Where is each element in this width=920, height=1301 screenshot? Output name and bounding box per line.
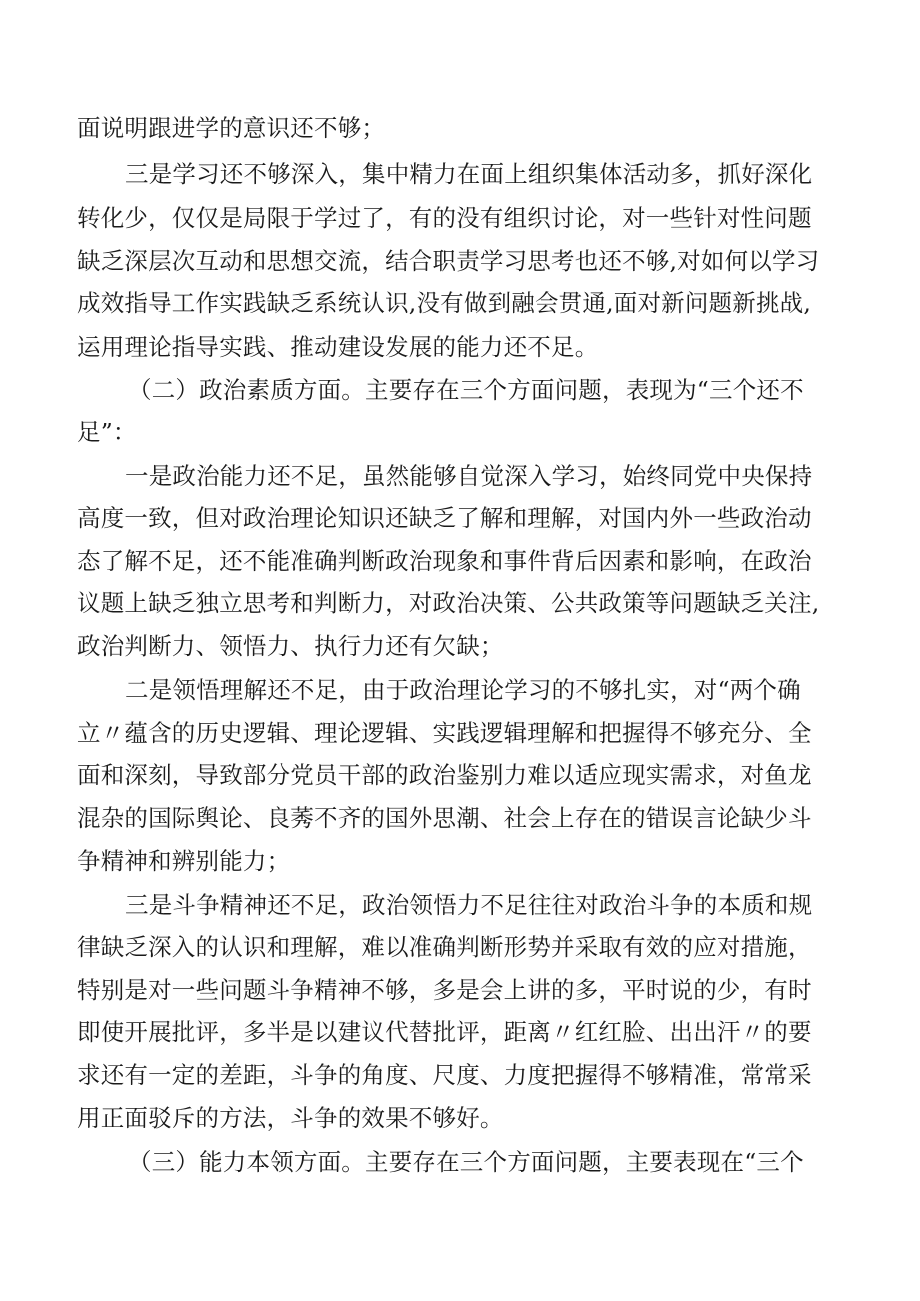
text-line: 二是领悟理解还不足，由于政治理论学习的不够扎实，对“两个确 (125, 676, 801, 704)
text-line: 律缺乏深入的认识和理解，难以准确判断形势并采取有效的应对措施， (77, 933, 812, 961)
text-line: 足”： (77, 418, 137, 446)
text-line: 政治判断力、领悟力、执行力还有欠缺； (77, 632, 504, 660)
text-line: 面和深刻，导致部分党员干部的政治鉴别力难以适应现实需求，对鱼龙 (77, 761, 812, 789)
section-heading: （二）政治素质方面。主要存在三个方面问题，表现为“三个还不 (128, 376, 804, 404)
text-line: 成效指导工作实践缺乏系统认识,没有做到融会贯通,面对新问题新挑战, (77, 289, 812, 317)
text-line: 态了解不足，还不能准确判断政治现象和事件背后因素和影响，在政治 (77, 547, 812, 575)
text-line: 用正面驳斥的方法，斗争的效果不够好。 (77, 1104, 504, 1132)
text-line: 求还有一定的差距，斗争的角度、尺度、力度把握得不够精准，常常采 (77, 1061, 812, 1089)
text-line: 高度一致，但对政治理论知识还缺乏了解和理解，对国内外一些政治动 (77, 504, 812, 532)
text-line: 三是学习还不够深入，集中精力在面上组织集体活动多，抓好深化 (125, 160, 813, 188)
text-line: 面说明跟进学的意识还不够； (77, 114, 386, 142)
text-line: 即使开展批评，多半是以建议代替批评，距离〃红红脸、出出汗〃的要 (77, 1018, 812, 1046)
text-line: 争精神和辨别能力； (77, 847, 291, 875)
text-line: 特别是对一些问题斗争精神不够，多是会上讲的多，平时说的少，有时 (77, 976, 812, 1004)
text-line: 立〃蕴含的历史逻辑、理论逻辑、实践逻辑理解和把握得不够充分、全 (77, 719, 812, 747)
text-line: 缺乏深层次互动和思想交流，结合职责学习思考也还不够,对如何以学习 (77, 247, 820, 275)
text-line: 运用理论指导实践、推动建设发展的能力还不足。 (77, 333, 599, 361)
text-line: 三是斗争精神还不足，政治领悟力不足往往对政治斗争的本质和规 (125, 891, 813, 919)
text-line: 一是政治能力还不足，虽然能够自觉深入学习，始终同党中央保持 (125, 462, 813, 490)
section-heading: （三）能力本领方面。主要存在三个方面问题，主要表现在“三个 (128, 1148, 804, 1176)
text-line: 混杂的国际舆论、良莠不齐的国外思潮、社会上存在的错误言论缺少斗 (77, 804, 812, 832)
text-line: 转化少，仅仅是局限于学过了，有的没有组织讨论，对一些针对性问题 (77, 204, 812, 232)
text-line: 议题上缺乏独立思考和判断力，对政治决策、公共政策等问题缺乏关注, (77, 589, 820, 617)
